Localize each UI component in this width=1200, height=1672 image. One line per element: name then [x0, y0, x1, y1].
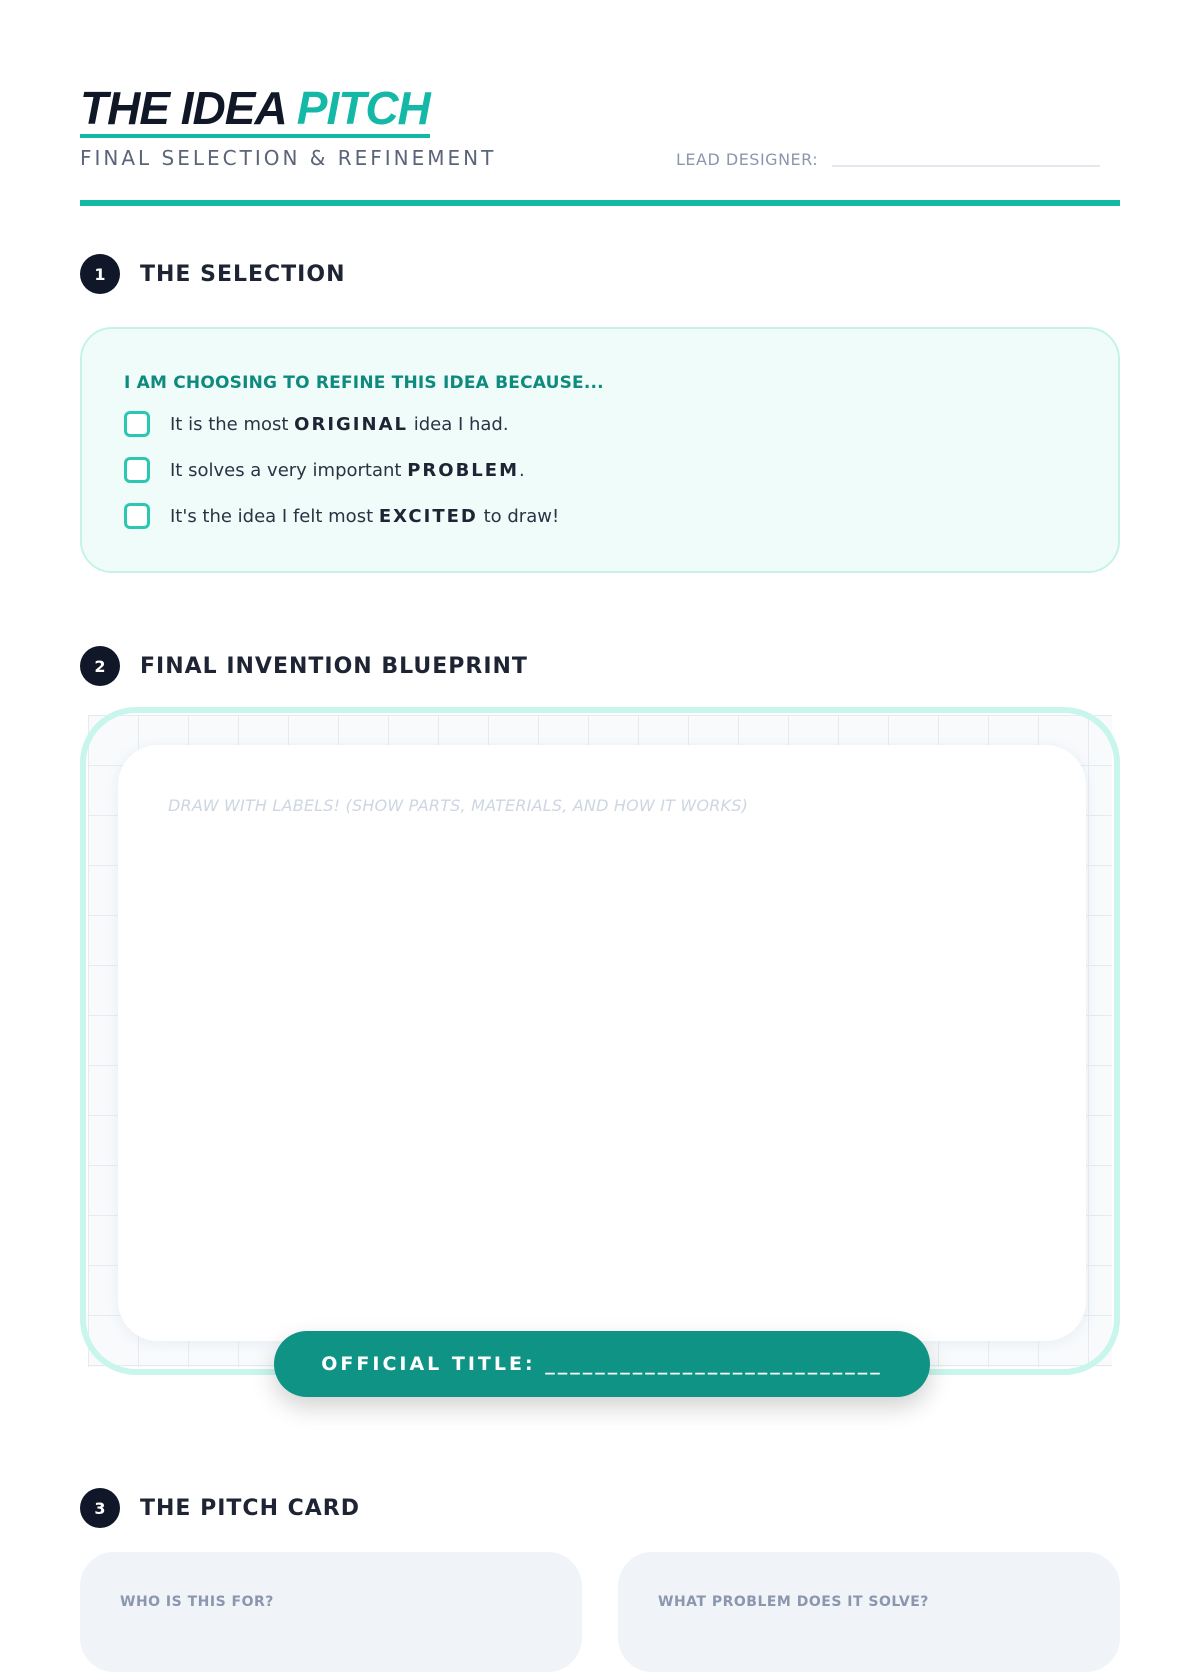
option-text [170, 460, 525, 481]
page-header [80, 82, 1120, 170]
drawing-hint: DRAW WITH LABELS! (SHOW PARTS, MATERIALS, AND HOW IT WORKS) [168, 796, 749, 815]
lead-designer-input-line[interactable] [832, 165, 1100, 167]
selection-prompt: I AM CHOOSING TO REFINE THIS IDEA BECAUSE... [124, 373, 604, 393]
option-text-after: . [519, 459, 525, 481]
section-number-badge: 3 [80, 1488, 120, 1528]
selection-option-original[interactable] [124, 409, 1076, 439]
option-text-after: to draw! [483, 505, 560, 527]
lead-designer-field [676, 150, 1100, 169]
section-title: THE SELECTION [140, 261, 346, 287]
blueprint-area [80, 707, 1120, 1375]
page-subtitle: FINAL SELECTION & REFINEMENT [80, 146, 497, 170]
checkbox-problem[interactable] [124, 457, 150, 483]
lead-designer-label: LEAD DESIGNER: [676, 150, 819, 169]
pitch-card-who[interactable] [80, 1552, 582, 1672]
option-text-before: It's the idea I felt most [170, 505, 374, 527]
option-text-keyword: PROBLEM [407, 459, 519, 481]
pitch-card-problem[interactable] [618, 1552, 1120, 1672]
title-accent: PITCH [296, 82, 430, 134]
selection-option-problem[interactable] [124, 455, 1076, 485]
option-text-keyword: ORIGINAL [294, 413, 408, 435]
official-title-label: OFFICIAL TITLE: ___________________________ [321, 1353, 883, 1375]
title-main: THE IDEA [80, 82, 285, 134]
option-text-before: It solves a very important [170, 459, 402, 481]
option-text [170, 414, 509, 435]
section-number-badge: 2 [80, 646, 120, 686]
section-title: FINAL INVENTION BLUEPRINT [140, 653, 528, 679]
option-text [170, 506, 559, 527]
option-text-after: idea I had. [413, 413, 509, 435]
selection-option-excited[interactable] [124, 501, 1076, 531]
section-title: THE PITCH CARD [140, 1495, 361, 1521]
section-blueprint-heading [80, 646, 528, 686]
section-selection-heading [80, 254, 345, 294]
page-title [80, 82, 430, 138]
checkbox-excited[interactable] [124, 503, 150, 529]
drawing-canvas[interactable] [118, 745, 1086, 1341]
official-title-field[interactable] [274, 1331, 930, 1397]
pitch-card-label: WHAT PROBLEM DOES IT SOLVE? [658, 1594, 929, 1610]
selection-panel [80, 327, 1120, 573]
option-text-keyword: EXCITED [378, 505, 478, 527]
section-pitch-card-heading [80, 1488, 360, 1528]
pitch-card-label: WHO IS THIS FOR? [120, 1594, 274, 1610]
checkbox-original[interactable] [124, 411, 150, 437]
option-text-before: It is the most [170, 413, 289, 435]
section-number-badge: 1 [80, 254, 120, 294]
header-divider [80, 200, 1120, 206]
